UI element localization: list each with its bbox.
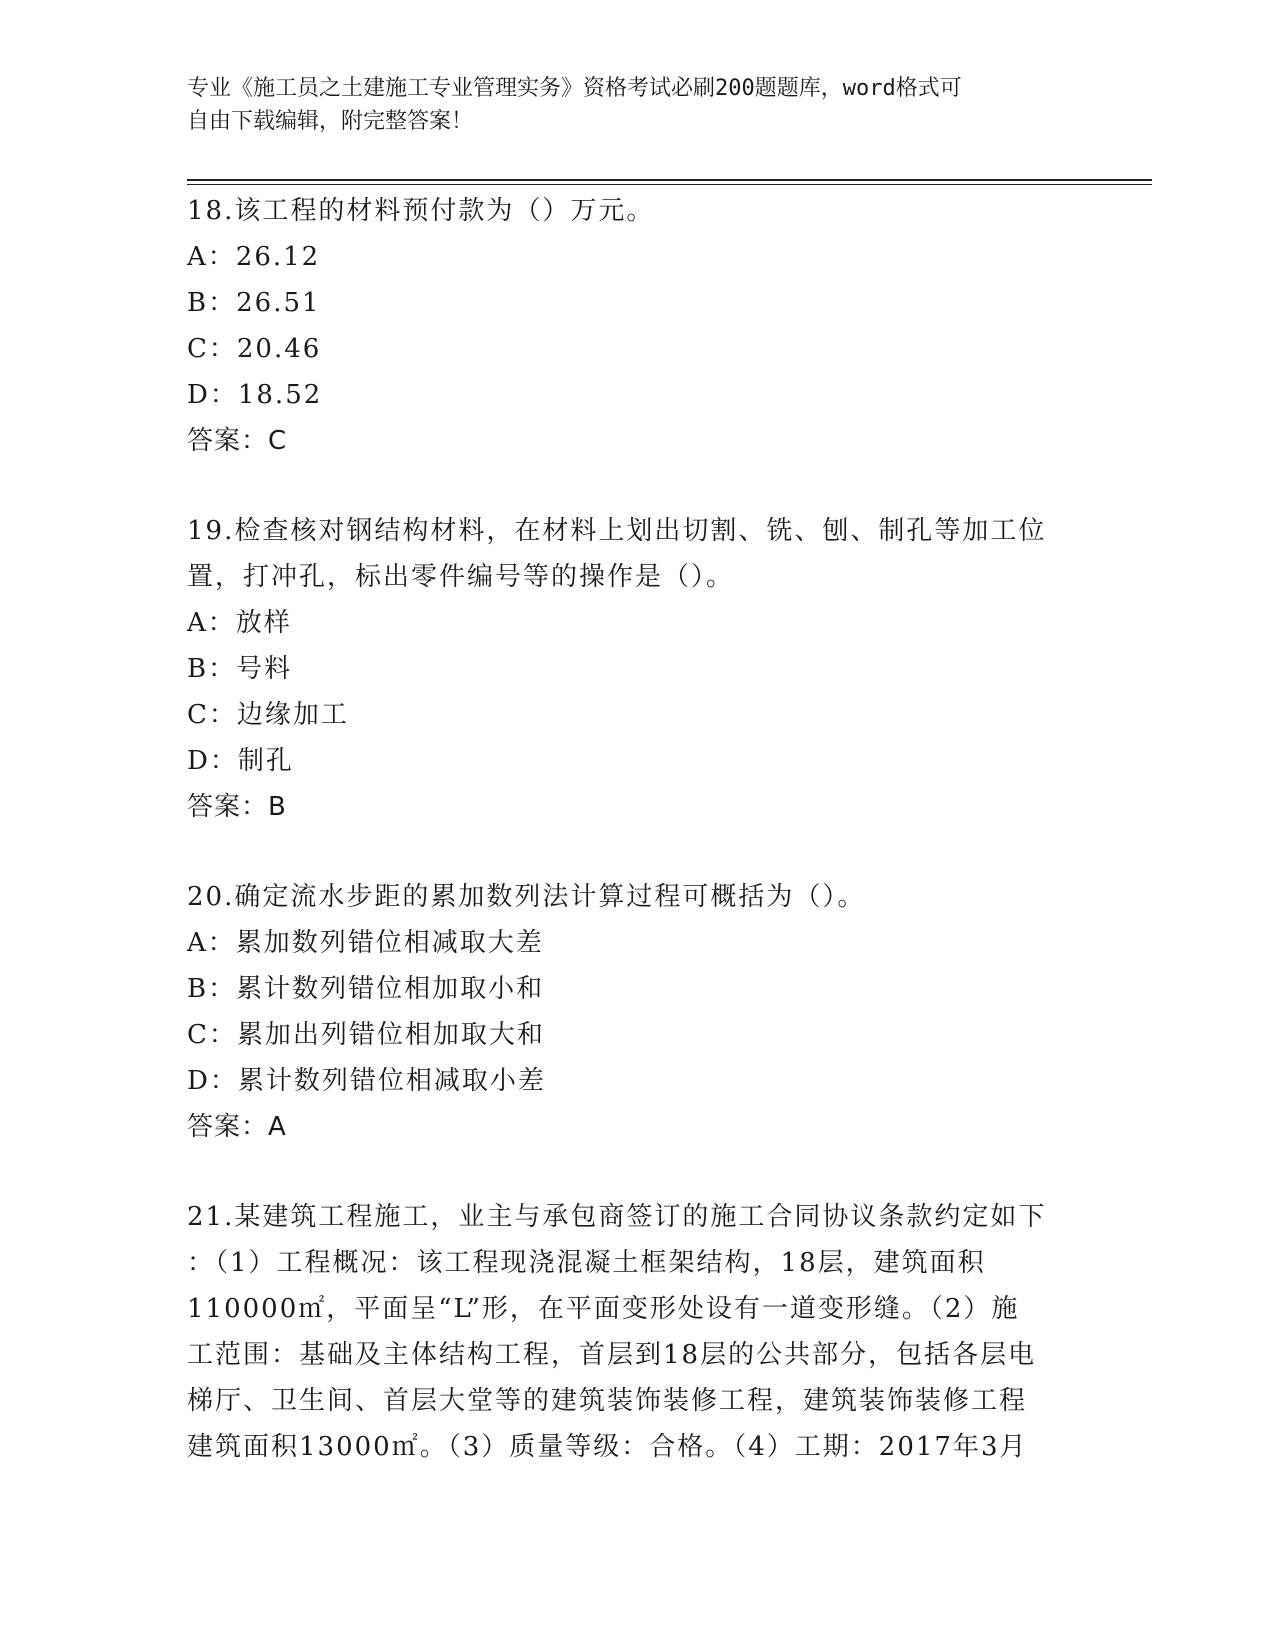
spacer xyxy=(187,1150,1087,1194)
question-stem-line-1: 21.某建筑工程施工，业主与承包商签订的施工合同协议条款约定如下 xyxy=(187,1202,1047,1232)
question-stem: 20.确定流水步距的累加数列法计算过程可概括为（）。 xyxy=(187,882,866,912)
header-divider-thin xyxy=(187,184,1152,185)
question-19 xyxy=(187,508,1087,830)
spacer xyxy=(187,830,1087,874)
question-stem-line-2: ：（1）工程概况：该工程现浇混凝土框架结构，18层，建筑面积 xyxy=(187,1248,986,1278)
option-d: D：制孔 xyxy=(187,746,294,776)
answer-line: 答案：C xyxy=(187,426,288,456)
option-d: D：18.52 xyxy=(187,380,323,410)
question-stem-line-5: 梯厅、卫生间、首层大堂等的建筑装饰装修工程，建筑装饰装修工程 xyxy=(187,1386,1028,1416)
header-title-line-1: 专业《施工员之土建施工专业管理实务》资格考试必刷200题题库，word格式可 xyxy=(187,76,962,101)
question-list xyxy=(187,188,1087,1470)
option-d: D：累计数列错位相减取小差 xyxy=(187,1066,546,1096)
option-c: C：20.46 xyxy=(187,334,322,364)
header-title-line-2: 自由下载编辑，附完整答案！ xyxy=(187,109,474,134)
question-20 xyxy=(187,874,1087,1150)
option-a: A：放样 xyxy=(187,608,292,638)
answer-line: 答案：A xyxy=(187,1112,287,1142)
question-18 xyxy=(187,188,1087,464)
spacer xyxy=(187,464,1087,508)
header-divider-thick xyxy=(187,179,1152,181)
document-header xyxy=(187,72,1067,138)
option-a: A：26.12 xyxy=(187,242,321,272)
option-a: A：累加数列错位相减取大差 xyxy=(187,928,544,958)
answer-line: 答案：B xyxy=(187,792,287,822)
option-b: B：累计数列错位相加取小和 xyxy=(187,974,545,1004)
option-b: B：26.51 xyxy=(187,288,321,318)
question-stem-line-2: 置，打冲孔，标出零件编号等的操作是（）。 xyxy=(187,562,735,592)
question-stem: 18.该工程的材料预付款为（）万元。 xyxy=(187,196,655,226)
option-b: B：号料 xyxy=(187,654,293,684)
question-stem-line-1: 19.检查核对钢结构材料，在材料上划出切割、铣、刨、制孔等加工位 xyxy=(187,516,1047,546)
question-stem-line-3: 110000㎡，平面呈“L”形，在平面变形处设有一道变形缝。（2）施 xyxy=(187,1294,1020,1324)
question-stem-line-4: 工范围：基础及主体结构工程，首层到18层的公共部分，包括各层电 xyxy=(187,1340,1037,1370)
option-c: C：累加出列错位相加取大和 xyxy=(187,1020,545,1050)
question-21 xyxy=(187,1194,1087,1470)
question-stem-line-6: 建筑面积13000㎡。（3）质量等级：合格。（4）工期：2017年3月 xyxy=(187,1432,1028,1462)
option-c: C：边缘加工 xyxy=(187,700,349,730)
